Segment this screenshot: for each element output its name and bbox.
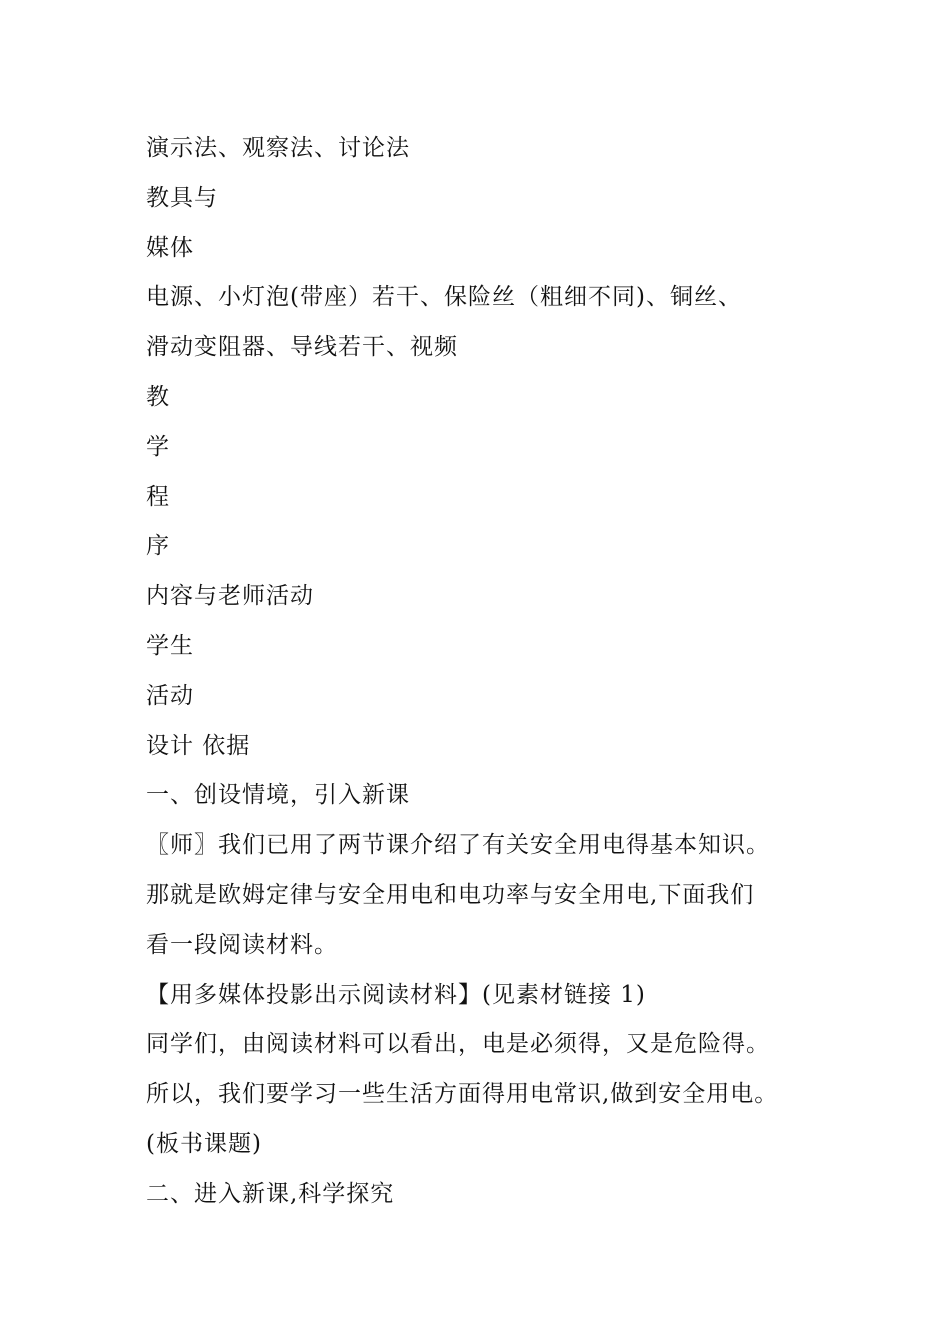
column-header-design-basis: 设计 依据 [146, 732, 251, 759]
paragraph-line: 看一段阅读材料。 [146, 931, 338, 958]
materials-list-line-1: 电源、小灯泡(带座）若干、保险丝（粗细不同)、铜丝、 [146, 284, 742, 311]
materials-list-line-2: 滑动变阻器、导线若干、视频 [146, 334, 458, 361]
board-note: (板书课题) [146, 1130, 262, 1157]
paragraph-line: 【用多媒体投影出示阅读材料】(见素材链接 1) [146, 981, 646, 1008]
label-teaching-char-4: 序 [146, 533, 170, 560]
section-heading-1: 一、创设情境，引入新课 [146, 782, 410, 809]
paragraph-line: 那就是欧姆定律与安全用电和电功率与安全用电,下面我们 [146, 881, 755, 908]
label-teaching-char-1: 教 [146, 383, 170, 410]
section-heading-2: 二、进入新课,科学探究 [146, 1180, 395, 1207]
label-media: 媒体 [146, 234, 194, 261]
paragraph-line: 所以，我们要学习一些生活方面得用电常识,做到安全用电。 [146, 1081, 779, 1108]
document-body [146, 124, 926, 1220]
label-teaching-char-3: 程 [146, 483, 170, 510]
label-teaching-aids: 教具与 [146, 184, 218, 211]
column-header-student: 学生 [146, 632, 194, 659]
column-header-activity: 活动 [146, 682, 194, 709]
label-teaching-char-2: 学 [146, 433, 170, 460]
paragraph-line: 同学们，由阅读材料可以看出，电是必须得，又是危险得。 [146, 1031, 770, 1058]
teaching-methods: 演示法、观察法、讨论法 [146, 135, 410, 161]
paragraph-line: 〖师〗我们已用了两节课介绍了有关安全用电得基本知识。 [146, 832, 770, 859]
column-header-content: 内容与老师活动 [146, 583, 314, 610]
